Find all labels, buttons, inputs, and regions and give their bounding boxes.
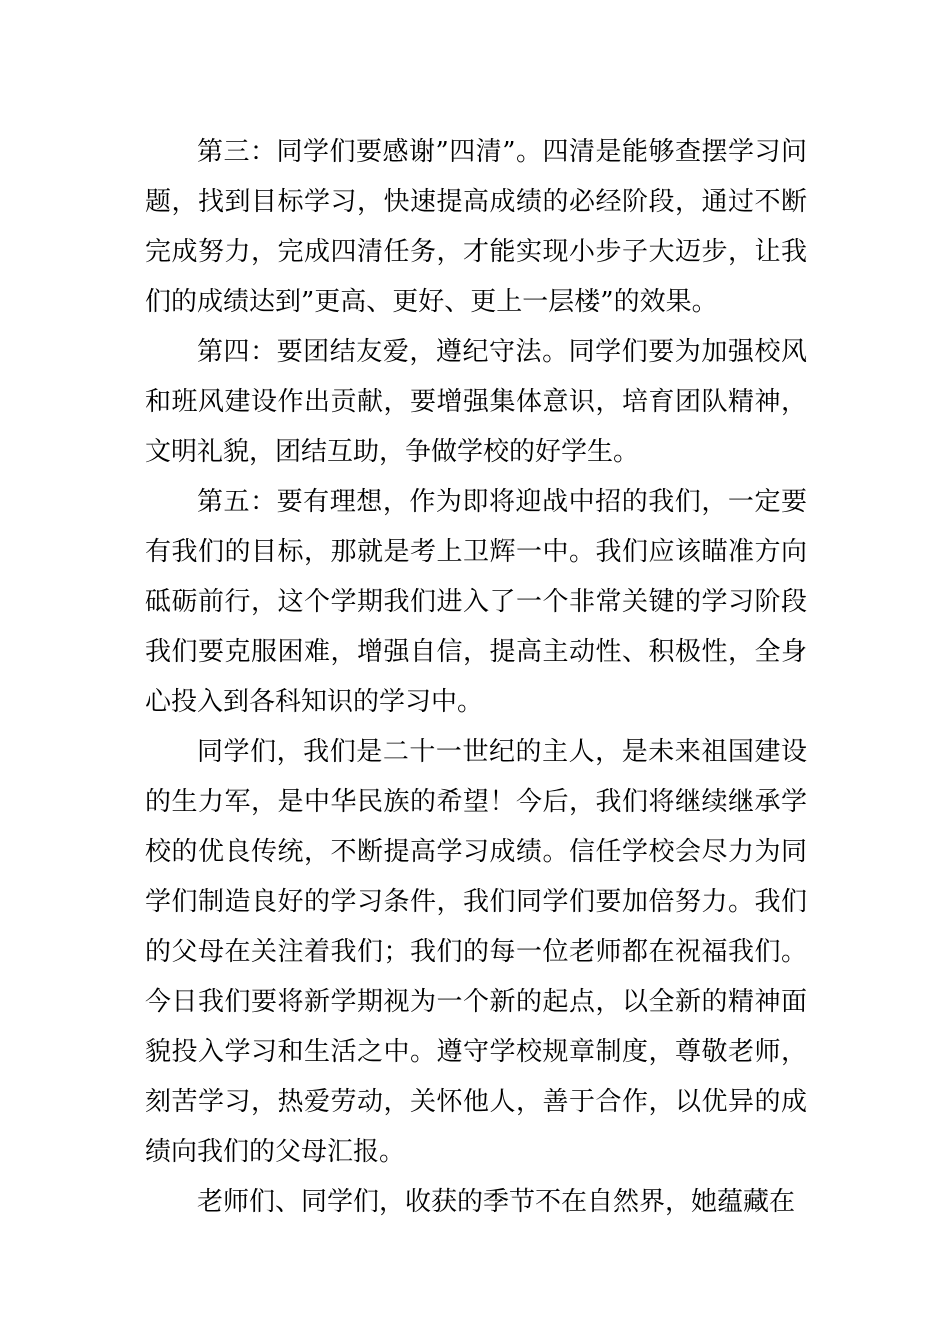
paragraph-fifth-point: 第五：要有理想，作为即将迎战中招的我们，一定要有我们的目标，那就是考上卫辉一中。我们应该瞄准方向砥砺前行，这个学期我们进入了一个非常关键的学习阶段我们要克服困难，增强自信，提高主动性、积极性，全身心投入到各科知识的学习中。	[145, 487, 807, 717]
document-body	[145, 127, 807, 1227]
paragraph-fourth-point: 第四：要团结友爱，遵纪守法。同学们要为加强校风和班风建设作出贡献，要增强集体意识，培育团队精神，文明礼貌，团结互助，争做学校的好学生。	[145, 337, 807, 467]
paragraph-closing-start: 老师们、同学们，收获的季节不在自然界，她蕴藏在	[197, 1187, 796, 1217]
paragraph-students-address: 同学们，我们是二十一世纪的主人，是未来祖国建设的生力军，是中华民族的希望！今后，我们将继续继承学校的优良传统，不断提高学习成绩。信任学校会尽力为同学们制造良好的学习条件，我们同学们要加倍努力。我们的父母在关注着我们；我们的每一位老师都在祝福我们。今日我们要将新学期视为一个新的起点，以全新的精神面貌投入学习和生活之中。遵守学校规章制度，尊敬老师，刻苦学习，热爱劳动，关怀他人，善于合作，以优异的成绩向我们的父母汇报。	[145, 737, 807, 1167]
paragraph-third-point: 第三：同学们要感谢”四清”。四清是能够查摆学习问题，找到目标学习，快速提高成绩的必经阶段，通过不断完成努力，完成四清任务，才能实现小步子大迈步，让我们的成绩达到”更高、更好、更上一层楼”的效果。	[145, 137, 807, 317]
